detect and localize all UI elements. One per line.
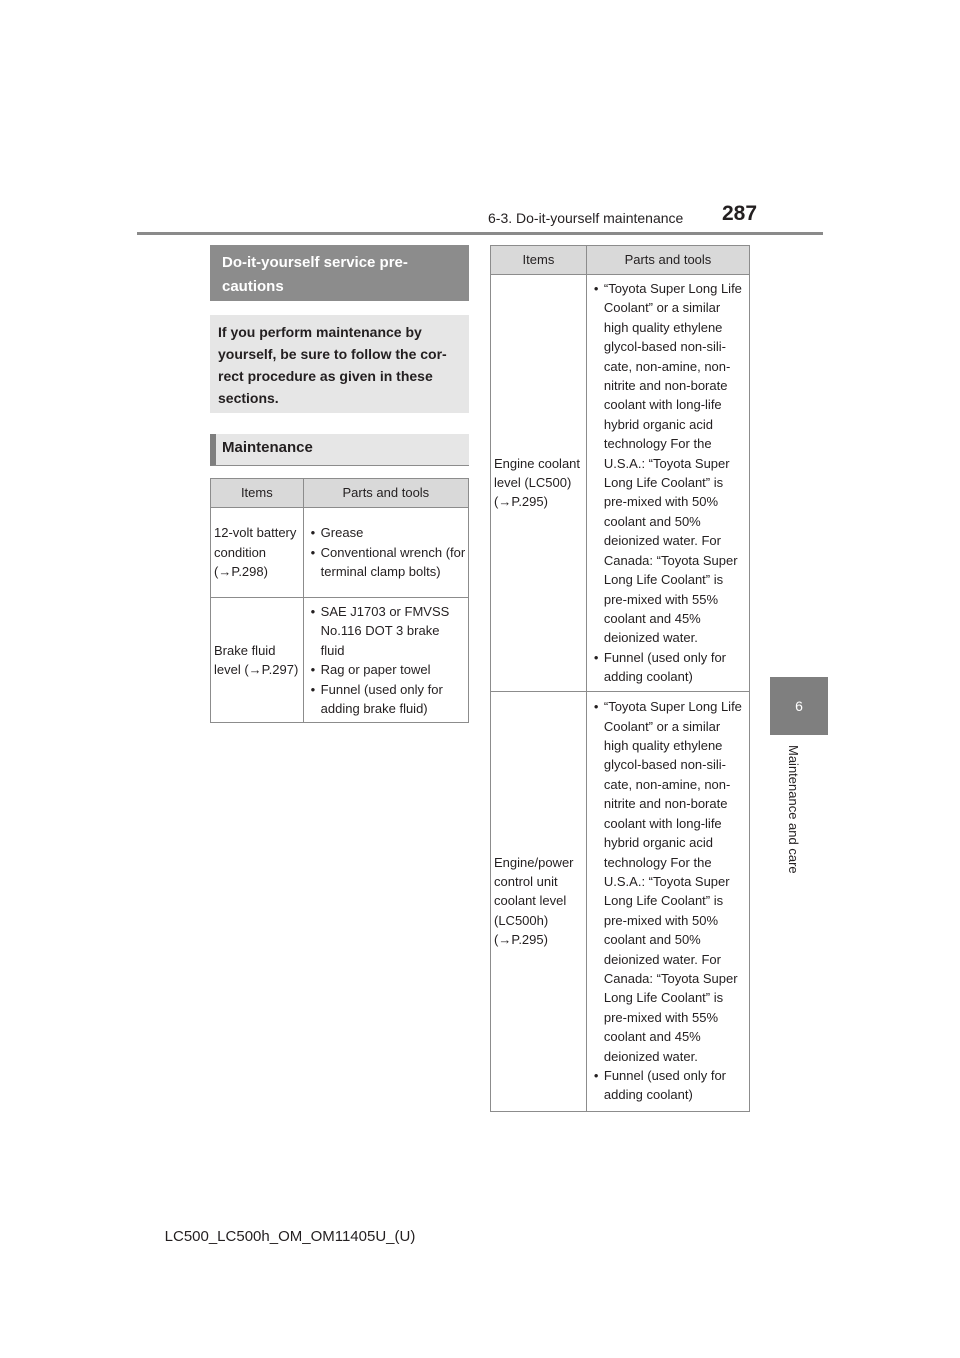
chapter-title: Maintenance and care bbox=[786, 745, 801, 874]
parts-list-item: • “Toyota Super Long Life Coolant” or a similar high quality ethylene glycol-based non-sili-cate, non-amine, non-nitrite and non-borate coolant with long-life hybrid organic acid technology For the U.S.A.: “Toyota Super Long Life Coolant” is pre-mixed with 50% coolant and 50% deionized water. For Canada: “Toyota Super Long Life Coolant” is pre-mixed with 55% coolant and 45% deionized water. bbox=[590, 697, 747, 1066]
table-header-row bbox=[211, 479, 469, 508]
maintenance-heading: Maintenance bbox=[210, 434, 469, 466]
page-footer bbox=[0, 1228, 960, 1245]
row-item: Brake fluid level (→P.297) bbox=[211, 598, 304, 723]
page-number: 287 bbox=[722, 202, 758, 225]
parts-list-item: • Rag or paper towel bbox=[307, 660, 466, 679]
row-item: 12-volt battery condition (→P.298) bbox=[211, 508, 304, 598]
parts-list-item: • “Toyota Super Long Life Coolant” or a similar high quality ethylene glycol-based non-sili-cate, non-amine, non-nitrite and non-borate coolant with long-life hybrid organic acid technology For the U.S.A.: “Toyota Super Long Life Coolant” is pre-mixed with 50% coolant and 50% deionized water. For Canada: “Toyota Super Long Life Coolant” is pre-mixed with 55% coolant and 45% deionized water. bbox=[590, 279, 747, 648]
section-title: 6-3. Do-it-yourself maintenance bbox=[488, 210, 684, 226]
parts-list-item: • Conventional wrench (for terminal clamp bolts) bbox=[307, 543, 466, 582]
chapter-tab[interactable]: 6 bbox=[770, 677, 828, 735]
parts-list-item: • Funnel (used only for adding coolant) bbox=[590, 1066, 747, 1105]
parts-list-item: • SAE J1703 or FMVSS No.116 DOT 3 brake fluid bbox=[307, 602, 466, 660]
precautions-title: Do-it-yourself service pre-cautions bbox=[210, 245, 469, 301]
page-header bbox=[0, 200, 960, 240]
table-header-row bbox=[491, 246, 750, 275]
table-row bbox=[491, 275, 750, 692]
table-row bbox=[211, 508, 469, 598]
row-parts bbox=[586, 691, 749, 1111]
document-code: LC500_LC500h_OM_OM11405U_(U) bbox=[164, 1228, 416, 1245]
maintenance-table-right bbox=[490, 245, 750, 1112]
maintenance-table-left bbox=[210, 478, 469, 723]
column-header-parts: Parts and tools bbox=[303, 479, 468, 508]
row-item: Engine/power control unit coolant level (LC500h) (→P.295) bbox=[491, 691, 587, 1111]
header-rule bbox=[137, 232, 823, 235]
chapter-label bbox=[786, 745, 808, 885]
precautions-intro: If you perform maintenance by yourself, be sure to follow the cor-rect procedure as given in these sections. bbox=[210, 315, 469, 413]
row-parts bbox=[303, 508, 468, 598]
parts-list-item: • Funnel (used only for adding coolant) bbox=[590, 648, 747, 687]
parts-list-item: • Grease bbox=[307, 523, 466, 542]
column-header-items: Items bbox=[211, 479, 304, 508]
row-item: Engine coolant level (LC500) (→P.295) bbox=[491, 275, 587, 692]
column-header-parts: Parts and tools bbox=[586, 246, 749, 275]
table-row bbox=[211, 598, 469, 723]
parts-list-item: • Funnel (used only for adding brake fluid) bbox=[307, 680, 466, 719]
row-parts bbox=[303, 598, 468, 723]
column-header-items: Items bbox=[491, 246, 587, 275]
table-row bbox=[491, 691, 750, 1111]
row-parts bbox=[586, 275, 749, 692]
